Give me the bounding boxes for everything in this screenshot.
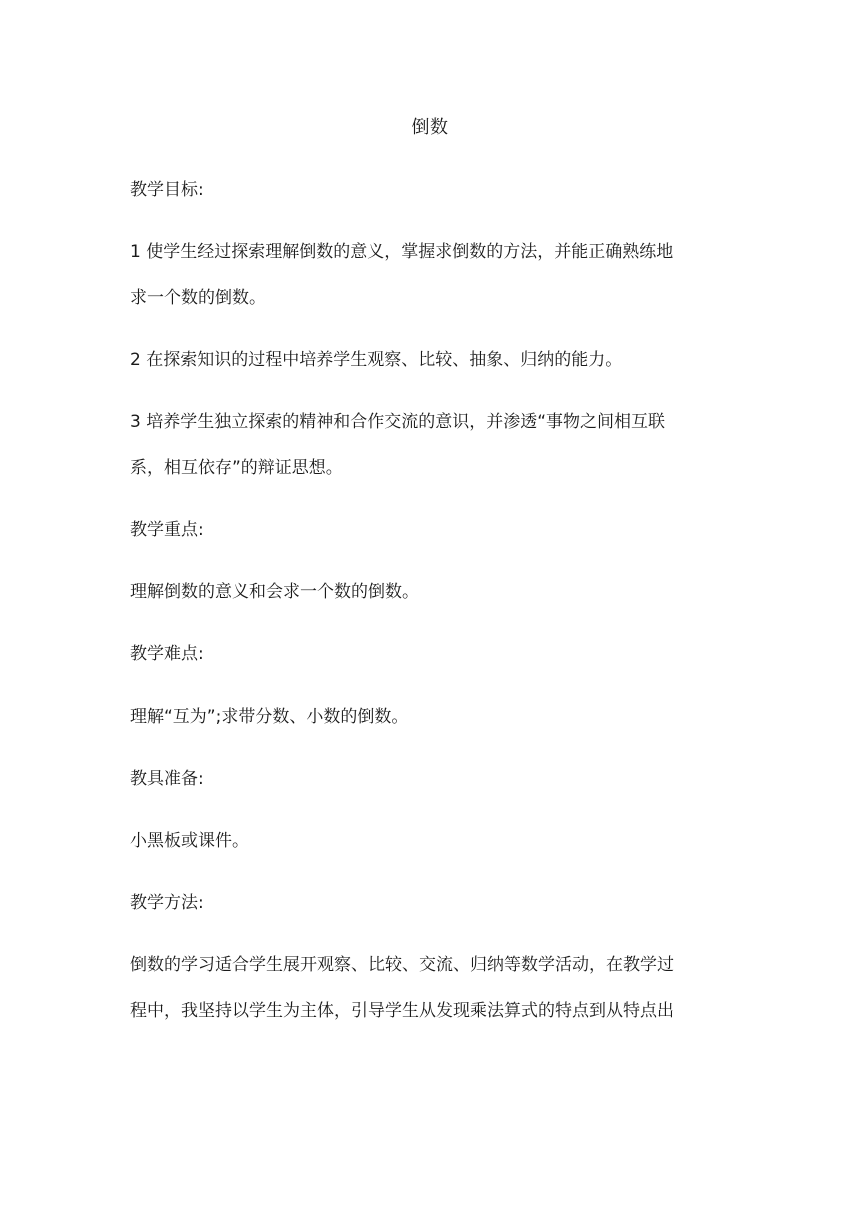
heading-teaching-methods: 教学方法:	[130, 893, 204, 913]
goal-3-line-2: 系，相互依存”的辩证思想。	[130, 458, 343, 478]
document-title: 倒数	[411, 117, 449, 138]
goal-2: 2 在探索知识的过程中培养学生观察、比较、抽象、归纳的能力。	[130, 350, 623, 370]
methods-line-2: 程中，我坚持以学生为主体，引导学生从发现乘法算式的特点到从特点出	[130, 1001, 674, 1021]
methods-line-1: 倒数的学习适合学生展开观察、比较、交流、归纳等数学活动，在教学过	[130, 955, 674, 975]
goal-3-line-1: 3 培养学生独立探索的精神和合作交流的意识，并渗透“事物之间相互联	[130, 412, 666, 432]
difficulties-text: 理解“互为”;求带分数、小数的倒数。	[130, 707, 409, 727]
key-points-text: 理解倒数的意义和会求一个数的倒数。	[130, 582, 419, 602]
teaching-aids-text: 小黑板或课件。	[130, 831, 249, 851]
heading-key-points: 教学重点:	[130, 520, 204, 540]
heading-teaching-aids: 教具准备:	[130, 769, 204, 789]
heading-teaching-goals: 教学目标:	[130, 180, 204, 200]
goal-1-line-1: 1 使学生经过探索理解倒数的意义，掌握求倒数的方法，并能正确熟练地	[130, 242, 674, 262]
goal-1-line-2: 求一个数的倒数。	[130, 288, 266, 308]
heading-difficulties: 教学难点:	[130, 644, 204, 664]
